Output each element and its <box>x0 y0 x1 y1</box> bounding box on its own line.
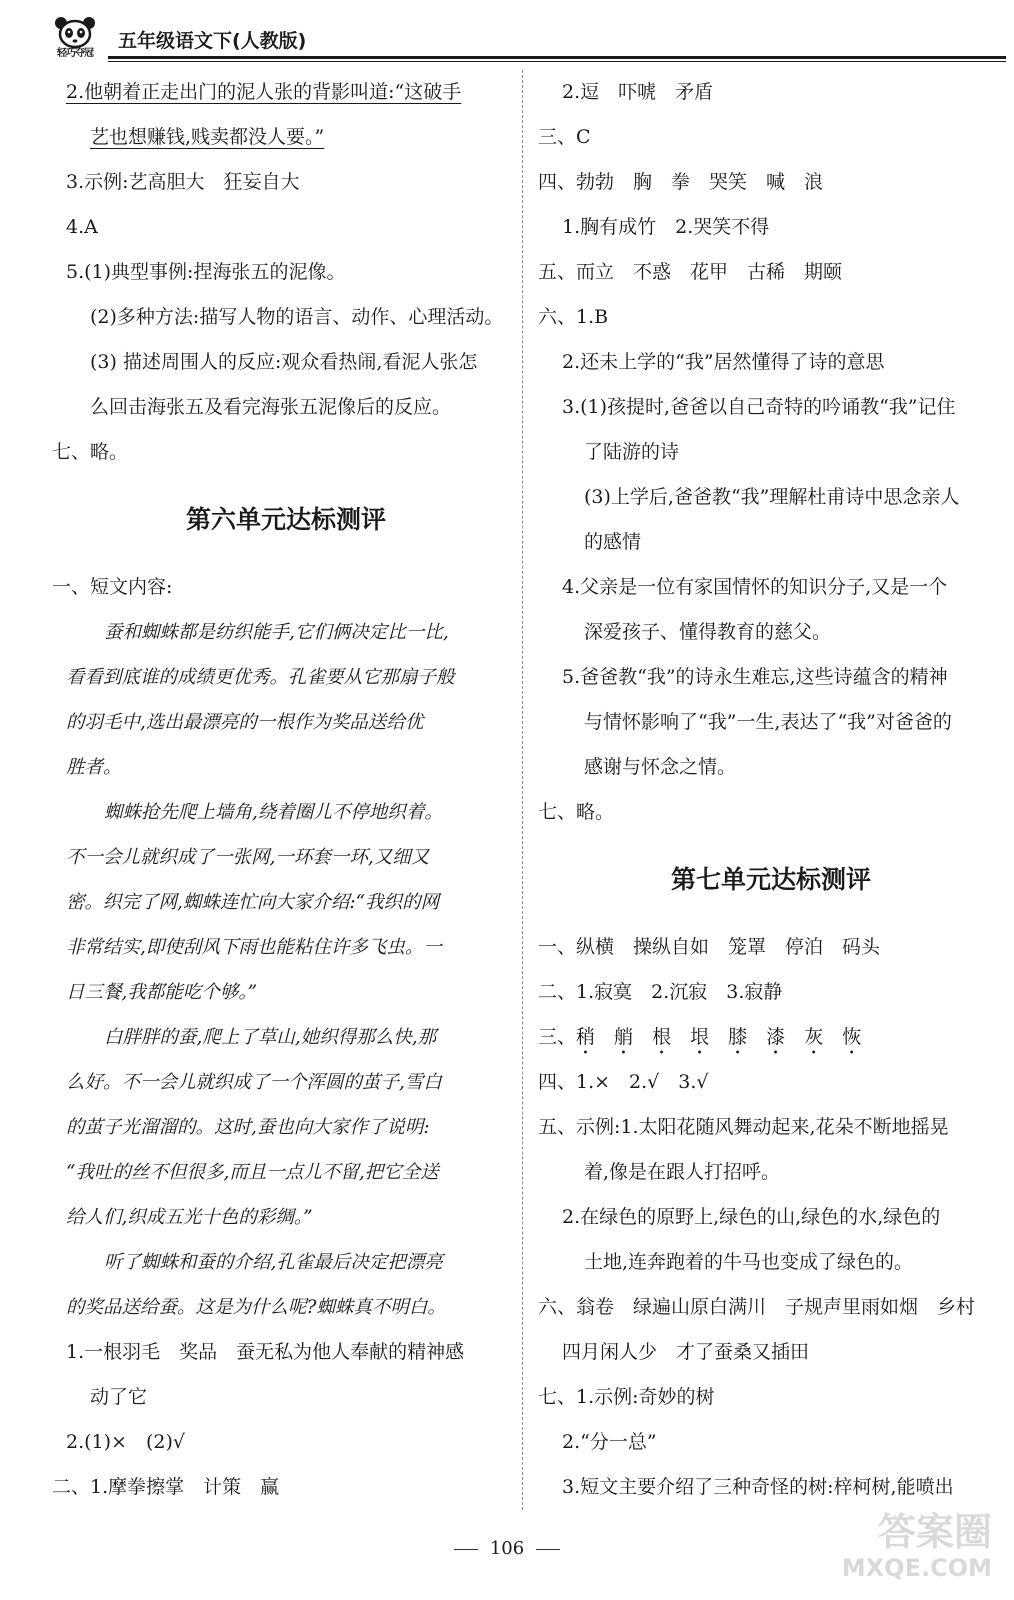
header-title: 五年级语文下(人教版) <box>118 30 307 52</box>
dotted-word: 艄 <box>614 1026 634 1048</box>
story-line: 看看到底谁的成绩更优秀。孔雀要从它那扇子般 <box>66 667 455 688</box>
answer-line: 七、1.示例:奇妙的树 <box>538 1386 715 1408</box>
answer-line: (3)上学后,爸爸教“我”理解杜甫诗中思念亲人 <box>584 486 960 508</box>
story-line: “我吐的丝不但很多,而且一点儿不留,把它全送 <box>66 1162 439 1183</box>
answer-line: 四、勃勃 胸 拳 哭笑 喊 浪 <box>538 171 824 193</box>
dotted-word: 膝 <box>728 1026 748 1048</box>
answer-line: 五、而立 不惑 花甲 古稀 期颐 <box>538 261 843 283</box>
dotted-word: 漆 <box>766 1026 786 1048</box>
column-divider <box>522 70 523 1510</box>
answer-line: 动了它 <box>90 1386 148 1408</box>
answer-line: 么回击海张五及看完海张五泥像后的反应。 <box>90 396 452 418</box>
answer-line: 土地,连奔跑着的牛马也变成了绿色的。 <box>584 1251 914 1273</box>
answer-line: 3.短文主要介绍了三种奇怪的树:梓柯树,能喷出 <box>562 1476 954 1498</box>
watermark-url: MXQE.COM <box>841 1554 992 1582</box>
answer-line: 5.爸爸教“我”的诗永生难忘,这些诗蕴含的精神 <box>562 666 948 688</box>
story-line: 日三餐,我都能吃个够。” <box>66 982 258 1003</box>
story-line: 的奖品送给蚕。这是为什么呢?蜘蛛真不明白。 <box>66 1297 446 1318</box>
question-heading: 一、短文内容: <box>52 576 173 598</box>
answer-line: 2.(1)× (2)√ <box>66 1431 185 1453</box>
answer-line: 与情怀影响了“我”一生,表达了“我”对爸爸的 <box>584 711 952 733</box>
story-line: 密。织完了网,蜘蛛连忙向大家介绍:“我织的网 <box>66 892 440 913</box>
answer-line: 2.“分一总” <box>562 1431 657 1453</box>
story-line: 么好。不一会儿就织成了一个浑圆的茧子,雪白 <box>66 1072 442 1093</box>
answer-line: 二、1.寂寞 2.沉寂 3.寂静 <box>538 981 783 1003</box>
section-6-title: 第六单元达标测评 <box>185 505 386 534</box>
story-line: 白胖胖的蚕,爬上了草山,她织得那么快,那 <box>104 1027 437 1048</box>
answer-line: 六、1.B <box>538 306 609 328</box>
answer-line: 4.父亲是一位有家国情怀的知识分子,又是一个 <box>562 576 948 598</box>
answer-line: 七、略。 <box>52 441 129 463</box>
dotted-word: 稍 <box>576 1026 596 1048</box>
answer-line: 2.逗 吓唬 矛盾 <box>562 81 714 103</box>
right-column <box>538 70 1004 1510</box>
answer-line: 六、翁卷 绿遍山原白满川 子规声里雨如烟 乡村 <box>538 1296 976 1318</box>
answer-line: 二、1.摩拳擦掌 计策 赢 <box>52 1476 280 1498</box>
footer-dash <box>536 1549 560 1550</box>
answer-line: (2)多种方法:描写人物的语言、动作、心理活动。 <box>90 306 504 328</box>
answer-line-dotted-words: 三、稍 艄 根 垠 膝 漆 灰 恢 <box>538 1026 862 1048</box>
answer-line: 4.A <box>66 216 98 238</box>
dotted-word: 垠 <box>690 1026 710 1048</box>
answer-line: 3.(1)孩提时,爸爸以自己奇特的吟诵教“我”记住 <box>562 396 956 418</box>
answer-line: 5.(1)典型事例:捏海张五的泥像。 <box>66 261 346 283</box>
page-number: 106 <box>489 1538 525 1559</box>
left-column <box>52 70 506 1510</box>
footer-dash <box>454 1549 478 1550</box>
answer-line: 2.他朝着正走出门的泥人张的背影叫道:“这破手 <box>66 81 462 103</box>
story-line: 不一会儿就织成了一张网,一环套一环,又细又 <box>66 847 430 868</box>
answer-line: (3) 描述周围人的反应:观众看热闹,看泥人张怎 <box>90 351 478 373</box>
watermark-text: 答案圈 <box>877 1510 992 1554</box>
answer-line: 感谢与怀念之情。 <box>584 756 737 778</box>
story-line: 胜者。 <box>66 757 122 778</box>
answer-line: 着,像是在跟人打招呼。 <box>584 1161 781 1183</box>
story-line: 蚕和蜘蛛都是纺织能手,它们俩决定比一比, <box>104 622 449 643</box>
logo-text: 轻巧夺冠 <box>57 48 93 59</box>
dotted-word: 根 <box>652 1026 672 1048</box>
answer-line: 一、纵横 操纵自如 笼罩 停泊 码头 <box>538 936 881 958</box>
answer-line: 1.一根羽毛 奖品 蚕无私为他人奉献的精神感 <box>66 1341 465 1363</box>
answer-line: 3.示例:艺高胆大 狂妄自大 <box>66 171 300 193</box>
answer-line: 四月闲人少 才了蚕桑又插田 <box>562 1341 810 1363</box>
dotted-word: 灰 <box>804 1026 824 1048</box>
answer-line: 五、示例:1.太阳花随风舞动起来,花朵不断地摇晃 <box>538 1116 949 1138</box>
story-line: 给人们,织成五光十色的彩绸。” <box>66 1207 313 1228</box>
story-line: 的茧子光溜溜的。这时,蚕也向大家作了说明: <box>66 1117 430 1138</box>
dotted-word: 恢 <box>842 1026 862 1048</box>
answer-line: 艺也想赚钱,贱卖都没人要。” <box>90 126 325 148</box>
story-line: 非常结实,即使刮风下雨也能粘住许多飞虫。一 <box>66 937 442 958</box>
answer-line: 1.胸有成竹 2.哭笑不得 <box>562 216 770 238</box>
watermark <box>812 1510 992 1590</box>
section-7-title: 第七单元达标测评 <box>670 865 871 894</box>
story-line: 听了蜘蛛和蚕的介绍,孔雀最后决定把漂亮 <box>104 1252 443 1273</box>
answer-line: 七、略。 <box>538 801 615 823</box>
answer-line: 四、1.× 2.√ 3.√ <box>538 1071 709 1093</box>
answer-line: 2.在绿色的原野上,绿色的山,绿色的水,绿色的 <box>562 1206 941 1228</box>
answer-line: 三、C <box>538 126 591 148</box>
answer-line: 2.还未上学的“我”居然懂得了诗的意思 <box>562 351 885 373</box>
story-line: 蜘蛛抢先爬上墙角,绕着圈儿不停地织着。 <box>104 802 443 823</box>
answer-line: 的感情 <box>584 531 642 553</box>
answer-line: 了陆游的诗 <box>584 441 680 463</box>
header-rule-thin <box>108 61 1006 62</box>
story-line: 的羽毛中,选出最漂亮的一根作为奖品送给优 <box>66 712 424 733</box>
answer-line: 深爱孩子、懂得教育的慈父。 <box>584 621 832 643</box>
header-rule <box>108 56 1006 59</box>
